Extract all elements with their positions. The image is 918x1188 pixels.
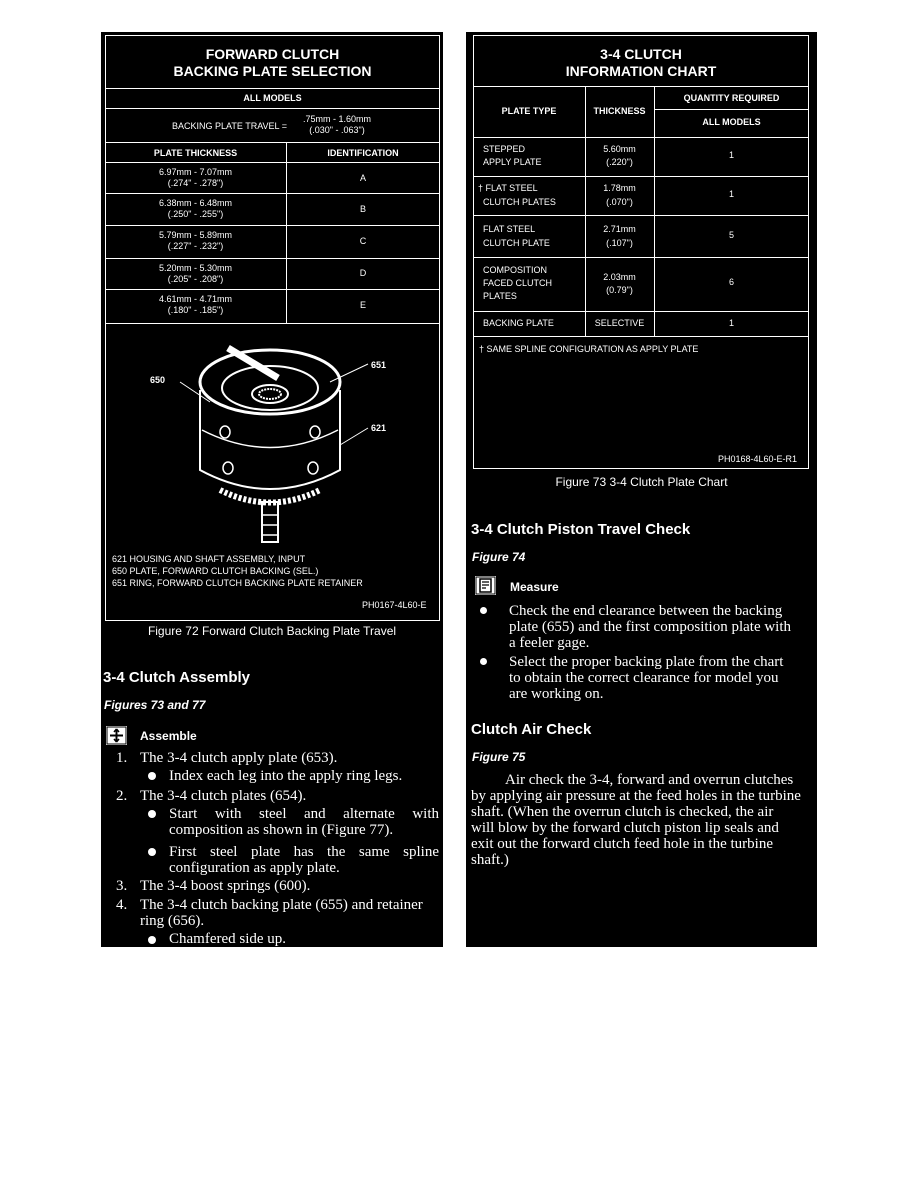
measure-step-2-line3: are working on. xyxy=(509,686,604,702)
col-header-thickness: PLATE THICKNESS xyxy=(153,148,238,158)
row-e-id: E xyxy=(359,300,366,310)
leader-621 xyxy=(340,428,368,445)
row-c-mm: 5.79mm - 5.89mm xyxy=(158,230,233,240)
measure-label: Measure xyxy=(510,580,559,594)
housing-hole xyxy=(220,426,230,438)
info-chart-title-line1: 3-4 CLUTCH xyxy=(600,46,682,62)
input-shaft-hub xyxy=(252,385,288,403)
plate-type-backing: BACKING PLATE xyxy=(483,318,554,328)
col-header-identification: IDENTIFICATION xyxy=(327,148,399,158)
legend-651: 651 RING, FORWARD CLUTCH BACKING PLATE RETAINER xyxy=(112,578,363,588)
row-c-in: (.227" - .232") xyxy=(167,241,224,251)
header-all-models: ALL MODELS xyxy=(702,117,761,127)
thickness-flat-steel: 1.78mm xyxy=(603,183,636,193)
bullet xyxy=(148,772,156,780)
measure-step-1-line2: plate (655) and the first composition plate with xyxy=(509,619,792,635)
input-shaft xyxy=(262,502,278,542)
row-d-in: (.205" - .208") xyxy=(167,274,224,284)
chart-title-line2: BACKING PLATE SELECTION xyxy=(173,63,372,79)
travel-mm: .75mm - 1.60mm xyxy=(302,114,371,124)
row-d-id: D xyxy=(359,268,367,278)
thickness-flat-steel-2: 2.71mm xyxy=(603,224,636,234)
legend-621: 621 HOUSING AND SHAFT ASSEMBLY, INPUT xyxy=(112,554,306,564)
chart-title-line1: FORWARD CLUTCH xyxy=(205,46,340,62)
step-4-text-line2: ring (656). xyxy=(140,913,205,929)
measure-icon xyxy=(475,576,496,595)
plate-type-flat-steel-2-line2: CLUTCH PLATE xyxy=(483,238,550,248)
bullet xyxy=(148,848,156,856)
assemble-label: Assemble xyxy=(140,729,197,743)
divider xyxy=(105,88,440,89)
step-4-text-line1: The 3-4 clutch backing plate (655) and retainer xyxy=(140,897,423,913)
assemble-icon xyxy=(106,726,127,745)
divider xyxy=(105,289,440,290)
row-c-id: C xyxy=(359,236,367,246)
plate-type-composition-line2: FACED CLUTCH xyxy=(483,278,553,288)
qty-flat-steel: 1 xyxy=(728,189,734,199)
row-e-mm: 4.61mm - 4.71mm xyxy=(158,294,233,304)
piston-travel-heading: 3-4 Clutch Piston Travel Check xyxy=(471,521,691,538)
plate-type-stepped-line2: APPLY PLATE xyxy=(483,157,542,167)
step-3-text: The 3-4 boost springs (600). xyxy=(140,878,311,894)
step-4-sub: Chamfered side up. xyxy=(169,931,287,947)
thickness-backing: SELECTIVE xyxy=(594,318,645,328)
measure-step-1-line3: a feeler gage. xyxy=(509,635,590,651)
air-text-line1: Air check the 3-4, forward and overrun clutches xyxy=(505,772,794,788)
step-2-text: The 3-4 clutch plates (654). xyxy=(140,788,307,804)
air-text-line4: will blow by the forward clutch piston lip seals and xyxy=(471,820,779,836)
row-a-mm: 6.97mm - 7.07mm xyxy=(158,167,233,177)
bullet xyxy=(480,658,487,665)
leader-650 xyxy=(180,382,210,402)
assembly-figure-ref: Figures 73 and 77 xyxy=(104,698,206,712)
housing-band xyxy=(202,430,338,448)
row-a-in: (.274" - .278") xyxy=(167,178,224,188)
divider xyxy=(105,142,440,143)
air-text-line2: by applying air pressure at the feed holes in the turbine xyxy=(471,788,801,804)
plate-type-composition: COMPOSITION xyxy=(483,265,548,275)
divider xyxy=(473,176,809,177)
figure-code: PH0167-4L60-E xyxy=(362,600,427,610)
footnote: † SAME SPLINE CONFIGURATION AS APPLY PLATE xyxy=(479,344,699,354)
thickness-composition: 2.03mm xyxy=(603,272,636,282)
divider xyxy=(473,311,809,312)
air-text-line5: exit out the forward clutch feed hole in the turbine xyxy=(471,836,773,852)
step-1-text: The 3-4 clutch apply plate (653). xyxy=(140,750,338,766)
qty-flat-steel-2: 5 xyxy=(728,230,734,240)
row-e-in: (.180" - .185") xyxy=(167,305,224,315)
air-check-heading: Clutch Air Check xyxy=(471,721,592,738)
housing-hole xyxy=(310,426,320,438)
step-4-number: 4. xyxy=(116,897,128,913)
qty-backing: 1 xyxy=(728,318,734,328)
thickness-composition-in: (0.79") xyxy=(606,285,633,295)
housing-hole xyxy=(223,462,233,474)
measure-step-1-line1: Check the end clearance between the backing xyxy=(509,603,783,619)
figure-72-caption: Figure 72 Forward Clutch Backing Plate Travel xyxy=(147,624,397,638)
shaft-splines xyxy=(259,389,281,399)
divider xyxy=(473,257,809,258)
row-b-mm: 6.38mm - 6.48mm xyxy=(158,198,233,208)
travel-label: BACKING PLATE TRAVEL = xyxy=(172,121,287,131)
plate-type-flat-steel-line2: CLUTCH PLATES xyxy=(483,197,556,207)
plate-type-flat-steel: † FLAT STEEL xyxy=(478,183,538,193)
qty-stepped: 1 xyxy=(728,150,734,160)
bullet xyxy=(148,936,156,944)
callout-650: 650 xyxy=(150,375,166,385)
housing-top-rim xyxy=(200,350,340,414)
divider xyxy=(105,108,440,109)
info-chart-title-line2: INFORMATION CHART xyxy=(565,63,717,79)
divider xyxy=(105,323,440,324)
plate-type-composition-line3: PLATES xyxy=(483,291,517,301)
header-plate-type: PLATE TYPE xyxy=(501,106,557,116)
step-2-sub-b-line1: First steel plate has the same spline xyxy=(169,844,439,860)
divider xyxy=(105,162,440,163)
column-divider xyxy=(585,86,586,336)
measure-step-2-line1: Select the proper backing plate from the chart xyxy=(509,654,784,670)
step-2-number: 2. xyxy=(116,788,128,804)
step-3-number: 3. xyxy=(116,878,128,894)
step-2-sub-a-line2: composition as shown in (Figure 77). xyxy=(169,822,394,838)
divider xyxy=(105,258,440,259)
clutch-assembly-heading: 3-4 Clutch Assembly xyxy=(103,669,250,686)
divider xyxy=(654,109,809,110)
column-divider xyxy=(286,142,287,323)
divider xyxy=(473,137,809,138)
divider xyxy=(473,336,809,337)
bullet xyxy=(148,810,156,818)
plate-type-stepped: STEPPED xyxy=(483,144,526,154)
air-text-line6: shaft.) xyxy=(471,852,509,868)
header-thickness: THICKNESS xyxy=(593,106,646,116)
row-a-id: A xyxy=(359,173,366,183)
legend-650: 650 PLATE, FORWARD CLUTCH BACKING (SEL.) xyxy=(112,566,319,576)
divider xyxy=(105,193,440,194)
figure-73-caption: Figure 73 3-4 Clutch Plate Chart xyxy=(555,475,728,489)
measure-step-2-line2: to obtain the correct clearance for model you xyxy=(509,670,779,686)
thickness-stepped: 5.60mm xyxy=(603,144,636,154)
divider xyxy=(473,215,809,216)
piston-figure-ref: Figure 74 xyxy=(472,550,526,564)
thickness-flat-steel-2-in: (.107") xyxy=(606,238,633,248)
step-2-sub-b-line2: configuration as apply plate. xyxy=(169,860,340,876)
forward-clutch-illustration xyxy=(150,330,400,545)
callout-621: 621 xyxy=(371,423,387,433)
divider xyxy=(105,225,440,226)
callout-651: 651 xyxy=(371,360,387,370)
step-1-sub: Index each leg into the apply ring legs. xyxy=(169,768,403,784)
step-2-sub-a-line1: Start with steel and alternate with xyxy=(169,806,439,822)
row-d-mm: 5.20mm - 5.30mm xyxy=(158,263,233,273)
plate-type-flat-steel-2: FLAT STEEL xyxy=(483,224,536,234)
thickness-stepped-in: (.220") xyxy=(606,157,633,167)
figure-code: PH0168-4L60-E-R1 xyxy=(718,454,798,464)
bullet xyxy=(480,607,487,614)
thickness-flat-steel-in: (.070") xyxy=(606,197,633,207)
header-quantity-required: QUANTITY REQUIRED xyxy=(683,93,780,103)
all-models-label: ALL MODELS xyxy=(243,93,302,103)
travel-in: (.030" - .063") xyxy=(309,125,365,135)
qty-composition: 6 xyxy=(728,277,734,287)
air-figure-ref: Figure 75 xyxy=(472,750,526,764)
housing-hole xyxy=(308,462,318,474)
divider xyxy=(473,86,809,87)
row-b-in: (.250" - .255") xyxy=(167,209,224,219)
row-b-id: B xyxy=(359,204,366,214)
step-1-number: 1. xyxy=(116,750,128,766)
housing-teeth xyxy=(220,490,320,503)
air-text-line3: shaft. (When the overrun clutch is checked, the air xyxy=(471,804,774,820)
